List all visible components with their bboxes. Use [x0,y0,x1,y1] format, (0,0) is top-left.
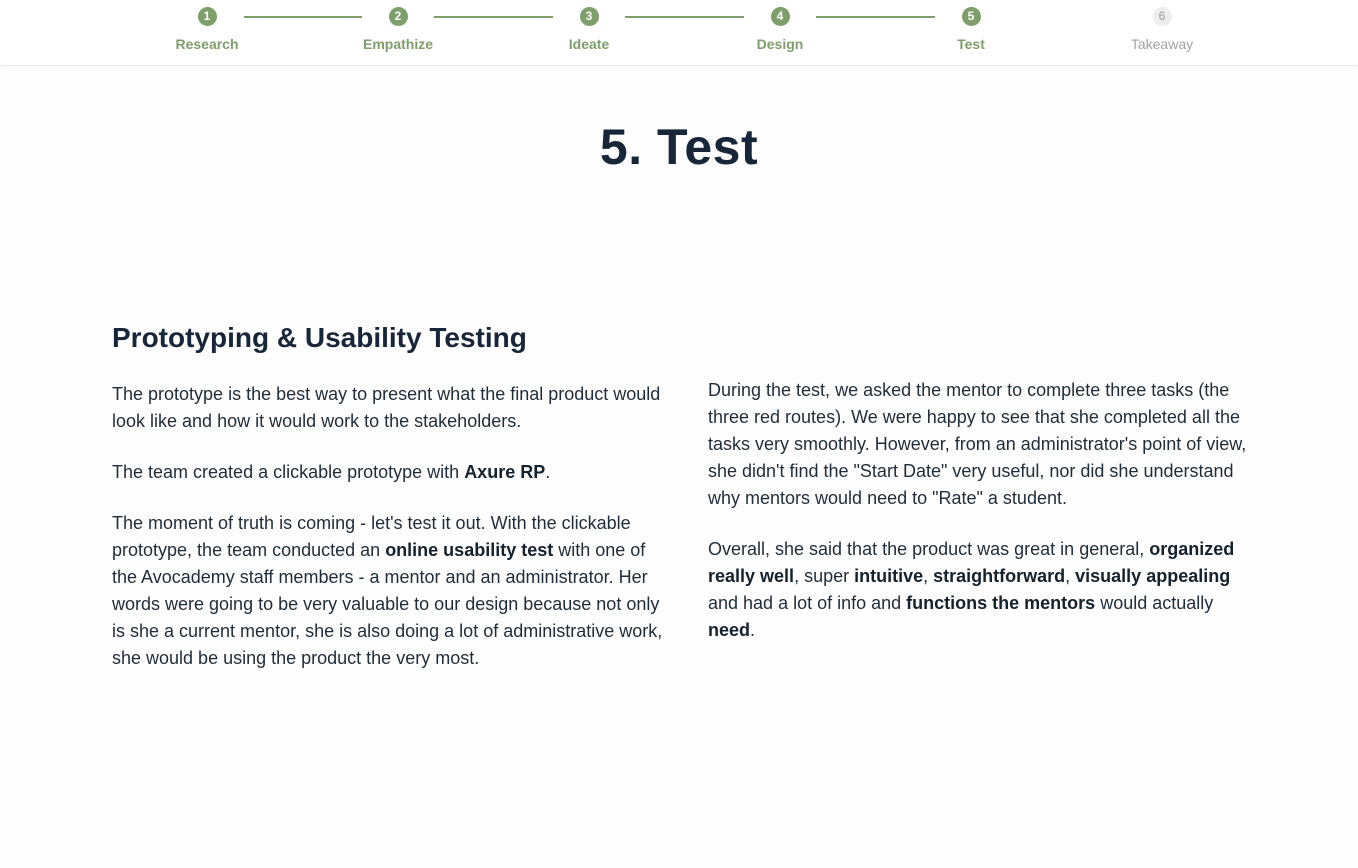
step-design[interactable] [710,7,850,52]
left-text-column [112,381,668,696]
paragraph-text: and had a lot of info and [708,593,907,613]
step-label: Ideate [568,36,610,52]
step-number: 4 [771,7,790,26]
progress-stepper [0,0,1358,66]
paragraph [708,536,1253,644]
step-empathize[interactable] [328,7,468,52]
paragraph-text: , [923,566,934,586]
right-text-column [708,377,1253,668]
section-heading: Prototyping & Usability Testing [112,322,527,353]
paragraph [112,381,668,435]
tool-name: Axure RP [464,462,546,482]
paragraph-text: with one of the Avocademy staff members - a mentor and an administrator. Her words were going to be very valuable to our design because not only is she a current mentor, she is also doing a lot of administrative work, she would be using the product the very most. [112,540,663,668]
paragraph-text: During the test, we asked the mentor to complete three tasks (the three red routes). We were happy to see that she completed all the tasks very smoothly. However, from an administrator's point of view, she didn't find the "Start Date" very useful, nor did she understand why mentors would need to "Rate" a student. [708,380,1247,508]
step-number: 2 [389,7,408,26]
step-label: Test [957,36,985,52]
step-label: Design [756,36,804,52]
emphasis-text: intuitive [854,566,924,586]
step-number: 6 [1153,7,1172,26]
paragraph-text: . [750,620,756,640]
paragraph-text: , super [794,566,855,586]
paragraph-text: Overall, she said that the product was great in general, [708,539,1150,559]
step-takeaway[interactable] [1092,7,1232,52]
paragraph-text: . [545,462,551,482]
page-title: 5. Test [599,119,759,175]
step-number: 3 [580,7,599,26]
step-label: Research [175,36,239,52]
paragraph-text: The moment of truth is coming - let's test it out. With the clickable prototype, the team conducted an [112,513,631,560]
step-ideate[interactable] [519,7,659,52]
paragraph-text: would actually [1095,593,1214,613]
emphasis-text: straightforward [933,566,1066,586]
emphasis-text: functions the mentors [906,593,1096,613]
paragraph [708,377,1253,512]
step-number: 1 [198,7,217,26]
emphasis-text: visually appealing [1075,566,1231,586]
step-test[interactable] [901,7,1041,52]
emphasis-text: organized really well [708,539,1235,586]
emphasis-text: online usability test [385,540,554,560]
step-label: Empathize [362,36,433,52]
paragraph-text: The prototype is the best way to present what the final product would look like and how it would work to the stakeholders. [112,384,661,431]
paragraph [112,510,668,672]
step-number: 5 [962,7,981,26]
step-label: Takeaway [1130,36,1194,52]
paragraph [112,459,668,486]
paragraph-text: The team created a clickable prototype with [112,462,465,482]
step-research[interactable] [137,7,277,52]
paragraph-text: , [1065,566,1076,586]
emphasis-text: need [708,620,751,640]
